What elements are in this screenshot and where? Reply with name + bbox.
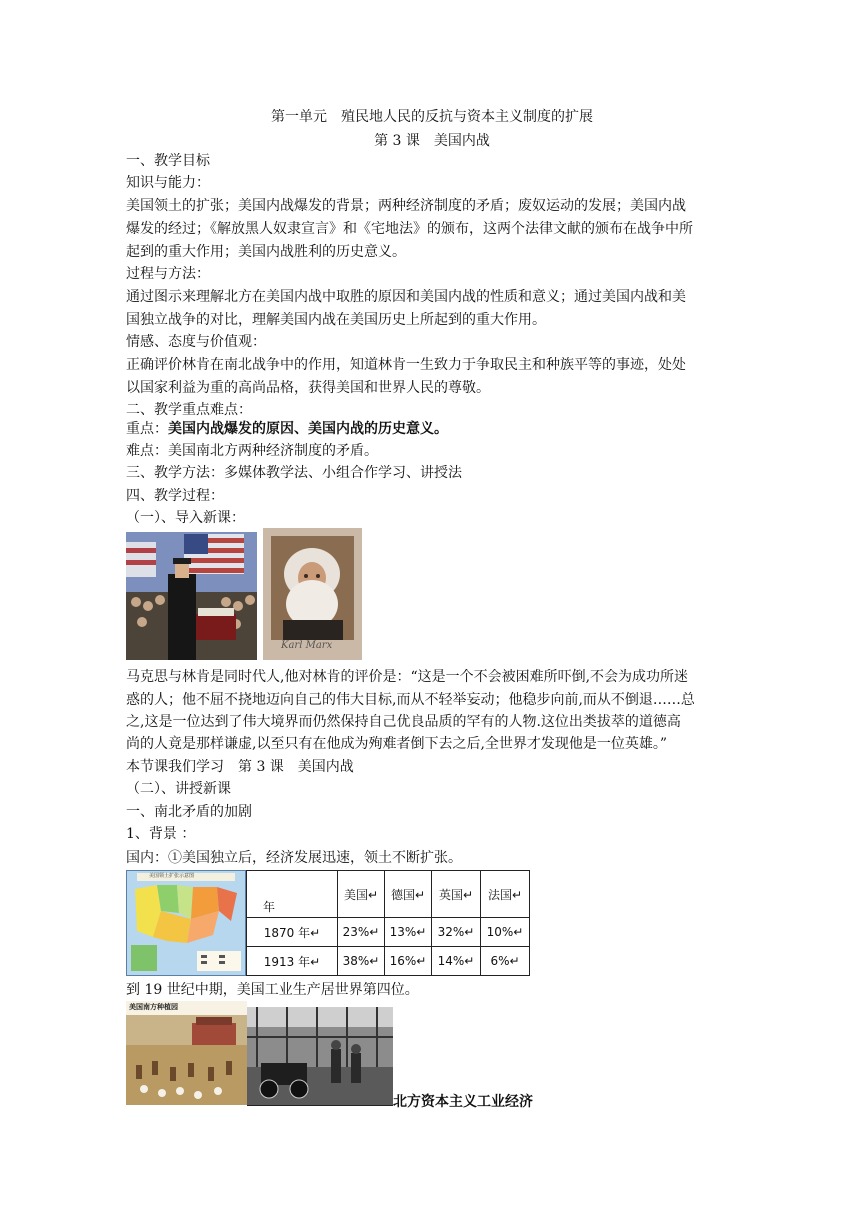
marx-signature: Karl Marx	[281, 640, 333, 651]
table-cell: 16%↵	[385, 947, 432, 976]
table-header-cell: 美国↵	[338, 871, 385, 918]
plantation-caption: 美国南方种植园	[129, 1003, 178, 1011]
caption-underline	[247, 1105, 393, 1106]
paragraph-line: 美国领土的扩张；美国内战爆发的背景；两种经济制度的矛盾；废奴运动的发展；美国内战	[126, 198, 686, 214]
south-plantation-image	[126, 1001, 247, 1105]
paragraph-line: 正确评价林肯在南北战争中的作用，知道林肯一生致力于争取民主和种族平等的事迹，处处	[126, 357, 686, 373]
quote-line: 惑的人；他不屈不挠地迈向自己的伟大目标,而从不轻举妄动；他稳步向前,而从不倒退……总	[126, 692, 695, 708]
north-economy-caption: 北方资本主义工业经济	[393, 1094, 533, 1110]
table-header-cell: 英国↵	[432, 871, 481, 918]
table-year-cell: 1870 年↵	[247, 918, 338, 947]
table-cell: 10%↵	[481, 918, 530, 947]
table-cell: 14%↵	[432, 947, 481, 976]
table-row	[247, 947, 530, 976]
north-factory-image	[247, 1007, 393, 1105]
section-heading: 二、教学重点难点：	[126, 402, 252, 418]
table-header-row	[247, 871, 530, 918]
industrial-share-table	[246, 870, 530, 976]
paragraph-line: 以国家利益为重的高尚品格，获得美国和世界人民的尊敬。	[126, 380, 490, 396]
table-cell: 32%↵	[432, 918, 481, 947]
key-point-label: 重点：	[126, 421, 168, 437]
table-row	[247, 918, 530, 947]
table-cell: 38%↵	[338, 947, 385, 976]
paragraph-line: 爆发的经过；《解放黑人奴隶宣言》和《宅地法》的颁布，这两个法律文献的颁布在战争中所	[126, 221, 693, 237]
paragraph-line: 通过图示来理解北方在美国内战中取胜的原因和美国内战的性质和意义；通过美国内战和美	[126, 289, 686, 305]
table-cell: 13%↵	[385, 918, 432, 947]
table-header-cell: 法国↵	[481, 871, 530, 918]
key-point-line	[126, 419, 448, 439]
difficulty-line: 难点：美国南北方两种经济制度的矛盾。	[126, 443, 378, 459]
subheading: （二）、讲授新课	[126, 781, 231, 797]
table-cell: 6%↵	[481, 947, 530, 976]
domestic-line: 国内：①美国独立后，经济发展迅速，领土不断扩张。	[126, 850, 462, 866]
marx-portrait-image	[263, 528, 362, 660]
paragraph-line: 起到的重大作用；美国内战胜利的历史意义。	[126, 244, 406, 260]
subheading: 知识与能力：	[126, 175, 210, 191]
intro-lesson-line: 本节课我们学习 第 3 课 美国内战	[126, 759, 354, 775]
table-corner-cell: 年	[247, 871, 338, 918]
quote-line: 马克思与林肯是同时代人,他对林肯的评价是：“这是一个不会被困难所吓倒,不会为成功所迷	[126, 669, 689, 685]
table-header-cell: 德国↵	[385, 871, 432, 918]
us-expansion-map-image	[126, 870, 246, 976]
section-heading: 一、教学目标	[126, 153, 210, 169]
unit-title: 第一单元 殖民地人民的反抗与资本主义制度的扩展	[271, 109, 593, 125]
subheading: 过程与方法：	[126, 266, 210, 282]
subheading: （一）、导入新课：	[126, 510, 245, 526]
quote-line: 尚的人竟是那样谦虚,以至只有在他成为殉难者倒下去之后,全世界才发现他是一位英雄。”	[126, 736, 668, 752]
lesson-title: 第 3 课 美国内战	[374, 133, 490, 149]
table-cell: 23%↵	[338, 918, 385, 947]
part-heading: 一、南北矛盾的加剧	[126, 804, 252, 820]
section-heading: 三、教学方法：多媒体教学法、小组合作学习、讲授法	[126, 465, 462, 481]
section-heading: 四、教学过程：	[126, 488, 224, 504]
subheading: 情感、态度与价值观：	[126, 334, 266, 350]
quote-line: 之,这是一位达到了伟大境界而仍然保持自己优良品质的罕有的人物.这位出类拔萃的道德高	[126, 714, 681, 730]
paragraph-line: 国独立战争的对比，理解美国内战在美国历史上所起到的重大作用。	[126, 312, 546, 328]
table-year-cell: 1913 年↵	[247, 947, 338, 976]
lincoln-painting-image	[126, 532, 257, 660]
background-heading: 1、背景 ：	[126, 826, 196, 842]
key-point-text: 美国内战爆发的原因、美国内战的历史意义。	[168, 421, 448, 437]
map-title: 美国领土扩张示意图	[149, 873, 195, 879]
rank-line: 到 19 世纪中期，美国工业生产居世界第四位。	[126, 982, 419, 998]
